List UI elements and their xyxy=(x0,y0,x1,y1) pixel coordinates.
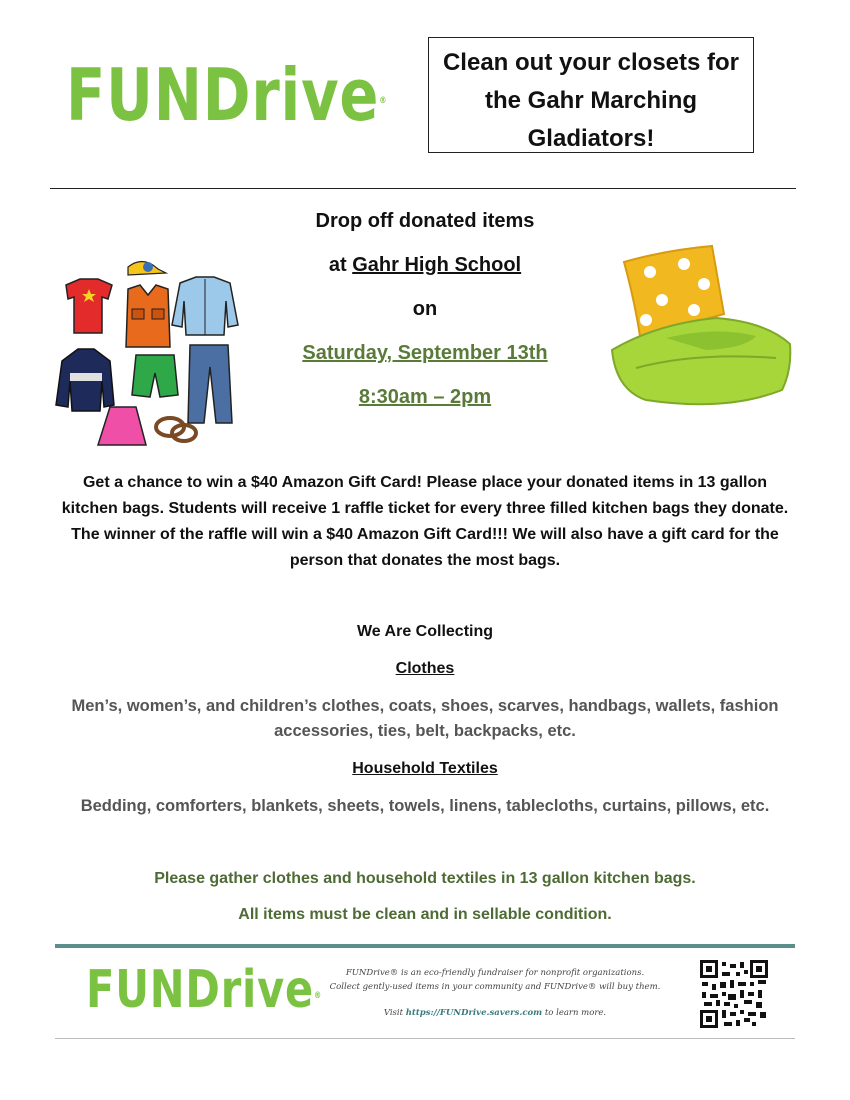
logo-text: FUNDrive xyxy=(66,53,380,137)
footer-visit-suffix: to learn more. xyxy=(542,1008,607,1018)
footer-visit xyxy=(300,1006,690,1020)
footer-fundrive-logo xyxy=(86,955,322,1025)
footer-visit-link[interactable]: https://FUNDrive.savers.com xyxy=(405,1008,543,1018)
instructions-line-1: Please gather clothes and household textiles in 13 gallon kitchen bags. xyxy=(154,870,696,887)
footer-logo-registered-mark: ® xyxy=(314,991,323,1001)
raffle-paragraph: Get a chance to win a $40 Amazon Gift Card! Please place your donated items in 13 gallon kitchen bags. Students will receive 1 raffle ticket for every three filled kitchen bags they donate. The winner of the raffle will win a $40 Amazon Gift Card!!! We will also have a gift card for the person that donates the most bags. xyxy=(61,474,789,569)
headline-box xyxy=(428,37,754,153)
footer-line-2: Collect gently-used items in your community and FUNDrive® will buy them. xyxy=(329,982,661,992)
pillow-blanket-illustration xyxy=(606,240,796,415)
event-date: Saturday, September 13th xyxy=(302,342,548,364)
logo-registered-mark: ® xyxy=(379,96,388,106)
footer-logo-text: FUNDrive xyxy=(86,960,315,1020)
event-location: Gahr High School xyxy=(352,254,522,276)
textiles-list: Bedding, comforters, blankets, sheets, towels, linens, tablecloths, curtains, pillows, etc. xyxy=(80,797,770,815)
footer-divider-bottom xyxy=(55,1038,795,1039)
instructions-line-2: All items must be clean and in sellable condition. xyxy=(238,906,612,923)
event-line-1: Drop off donated items xyxy=(315,210,535,232)
qr-code-icon xyxy=(700,960,768,1028)
headline-text: Clean out your closets for the Gahr Marching Gladiators! xyxy=(442,49,740,152)
footer-divider-top xyxy=(55,944,795,948)
clothes-list: Men’s, women’s, and children’s clothes, coats, shoes, scarves, handbags, wallets, fashion accessories, ties, belt, backpacks, etc. xyxy=(71,697,779,740)
clothes-heading: Clothes xyxy=(395,660,455,677)
event-time: 8:30am – 2pm xyxy=(358,386,492,408)
fundrive-logo xyxy=(66,50,387,140)
footer-line-1: FUNDrive® is an eco-friendly fundraiser for nonprofit organizations. xyxy=(345,968,645,978)
header-divider xyxy=(50,188,796,189)
footer-visit-prefix: Visit xyxy=(383,1008,406,1018)
event-line-3: on xyxy=(412,298,438,320)
event-line-2-prefix: at xyxy=(328,254,353,276)
textiles-heading: Household Textiles xyxy=(352,760,498,777)
collecting-title: We Are Collecting xyxy=(356,623,494,640)
